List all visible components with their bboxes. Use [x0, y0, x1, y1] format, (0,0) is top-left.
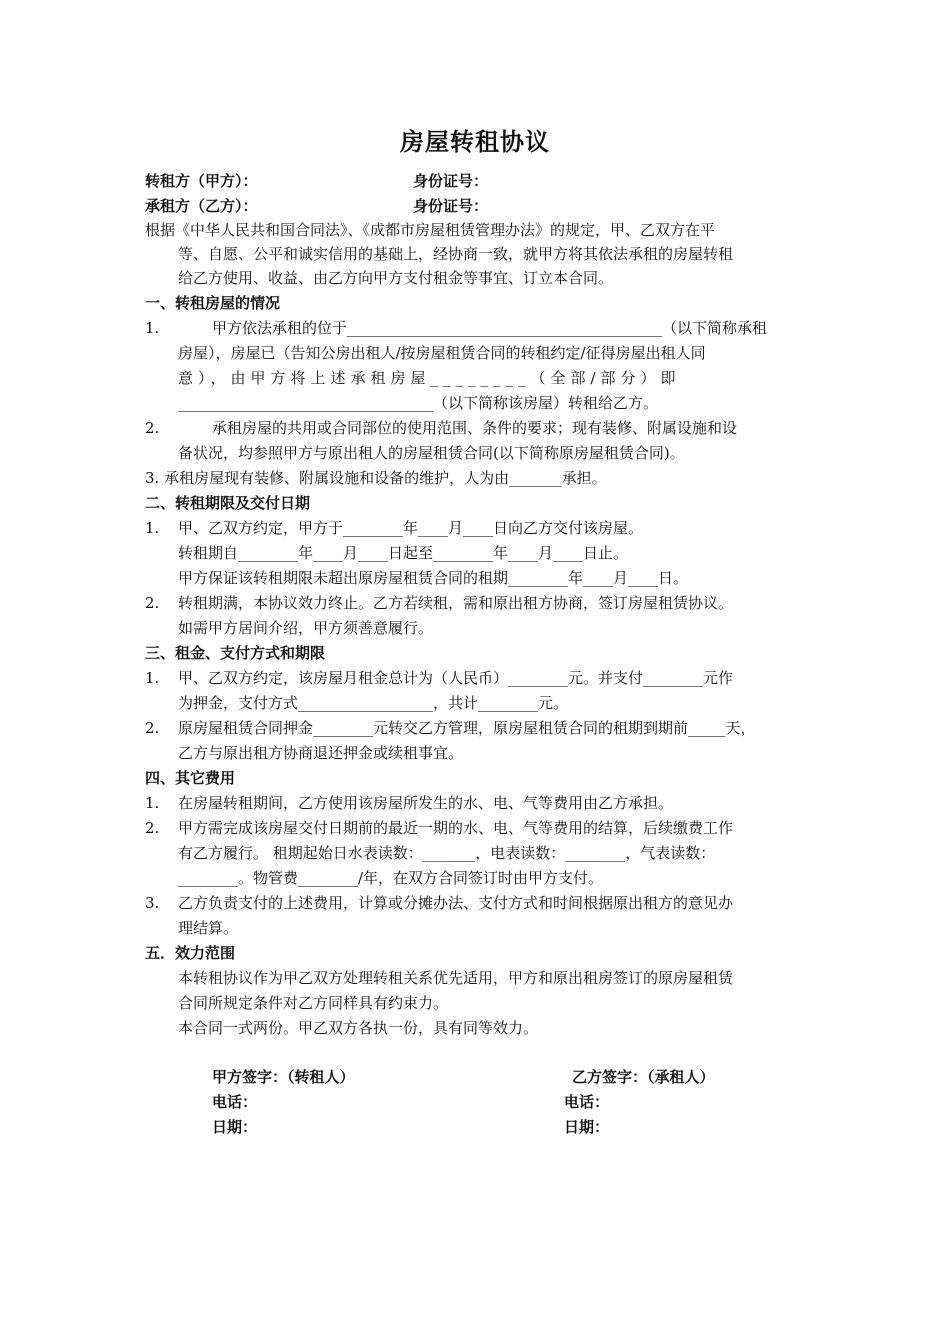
- sublessee-id-label: 身份证号：: [413, 197, 489, 215]
- section-5-line-2: 合同所规定条件对乙方同样具有约束力。: [178, 994, 449, 1012]
- section-5-line-1: 本转租协议作为甲乙双方处理转租关系优先适用，甲方和原出租房签订的原房屋租赁: [178, 969, 734, 987]
- section-4-heading: 四、其它费用: [145, 769, 236, 787]
- party-a-signature-label: 甲方签字：（转租人）: [212, 1068, 355, 1086]
- section-3-heading: 三、租金、支付方式和期限: [145, 644, 326, 662]
- section-3-item-2-number: 2.: [145, 719, 160, 737]
- section-4-item-2-line-3: ________。物管费________/年，在双方合同签订时由甲方支付。: [178, 869, 604, 887]
- section-1-item-2-line-1: 承租房屋的共用或合同部位的使用范围、条件的要求；现有装修、附属设施和设: [212, 419, 738, 437]
- section-2-heading: 二、转租期限及交付日期: [145, 494, 311, 512]
- section-4-item-2-number: 2.: [145, 819, 160, 837]
- section-3-item-2-line-1: 原房屋租赁合同押金________元转交乙方管理，原房屋租赁合同的租期到期前_____天，: [178, 719, 756, 737]
- sublessor-label: 转租方（甲方）：: [145, 172, 258, 190]
- section-4-item-3-line-1: 乙方负责支付的上述费用，计算或分摊办法、支付方式和时间根据原出租方的意见办: [178, 894, 734, 912]
- party-a-date-label: 日期：: [212, 1118, 258, 1136]
- section-1-item-2-number: 2.: [145, 419, 160, 437]
- section-1-item-1-line-2: 房屋），房屋已（告知公房出租人/按房屋租赁合同的转租约定/征得房屋出租人同: [178, 344, 706, 362]
- section-2-item-1-line-3: 甲方保证该转租期限未超出原房屋租赁合同的租期________年____月____日。: [178, 569, 689, 587]
- section-1-item-3: 3. 承租房屋现有装修、附属设施和设备的维护，人为由_______承担。: [145, 469, 607, 487]
- preamble-line-1: 根据《中华人民共和国合同法》、《成都市房屋租赁管理办法》的规定，甲、乙双方在平: [145, 221, 716, 239]
- section-1-heading: 一、转租房屋的情况: [145, 294, 281, 312]
- section-2-item-1-line-2: 转租期自________年____月____日起至________年____月____日止。: [178, 544, 629, 562]
- sublessor-id-label: 身份证号：: [413, 172, 489, 190]
- party-a-phone-label: 电话：: [212, 1093, 258, 1111]
- section-2-item-2-line-2: 如需甲方居间介绍，甲方须善意履行。: [178, 619, 434, 637]
- preamble-line-2: 等、自愿、公平和诚实信用的基础上，经协商一致，就甲方将其依法承租的房屋转租: [178, 245, 734, 263]
- section-4-item-2-line-2: 有乙方履行。 租期起始日水表读数：_______，电表读数：________，气表读数：: [178, 844, 716, 862]
- section-2-item-1-number: 1.: [145, 519, 160, 537]
- section-3-item-1-number: 1.: [145, 669, 160, 687]
- section-4-item-2-line-1: 甲方需完成该房屋交付日期前的最近一期的水、电、气等费用的结算，后续缴费工作: [178, 819, 734, 837]
- section-3-item-2-line-2: 乙方与原出租方协商退还押金或续租事宜。: [178, 744, 464, 762]
- section-1-item-1-line-3: 意），由甲方将上述承租房屋________（全部/部分）即: [178, 369, 681, 387]
- section-4-item-3-number: 3.: [145, 894, 160, 912]
- section-1-item-1-line-4: __________________________________（以下简称该房屋）转租给乙方。: [178, 394, 659, 412]
- section-3-item-1-line-1: 甲、乙双方约定，该房屋月租金总计为（人民币）________元。并支付________元作: [178, 669, 734, 687]
- preamble-line-3: 给乙方使用、收益、由乙方向甲方支付租金等事宜、订立本合同。: [178, 269, 614, 287]
- party-b-phone-label: 电话：: [564, 1093, 610, 1111]
- section-2-item-2-number: 2.: [145, 594, 160, 612]
- section-2-item-1-line-1: 甲、乙双方约定，甲方于________年____月____日向乙方交付该房屋。: [178, 519, 644, 537]
- section-5-line-3: 本合同一式两份。甲乙双方各执一份，具有同等效力。: [178, 1019, 539, 1037]
- section-5-heading: 五．效力范围: [145, 944, 236, 962]
- section-3-item-1-line-2: 为押金，支付方式__________________，共计________元。: [178, 694, 569, 712]
- section-4-item-1-number: 1.: [145, 794, 160, 812]
- section-1-item-2-line-2: 备状况，均参照甲方与原出租人的房屋租赁合同(以下简称原房屋租赁合同)。: [178, 444, 685, 462]
- section-4-item-3-line-2: 理结算。: [178, 919, 239, 937]
- section-1-item-1-line-1: 甲方依法承租的位于__________________________________________（以下简称承租: [212, 319, 768, 337]
- party-b-date-label: 日期：: [564, 1118, 610, 1136]
- sublessee-label: 承租方（乙方）：: [145, 197, 258, 215]
- section-2-item-2-line-1: 转租期满，本协议效力终止。乙方若续租，需和原出租方协商，签订房屋租赁协议。: [178, 594, 734, 612]
- section-4-item-1-line-1: 在房屋转租期间，乙方使用该房屋所发生的水、电、气等费用由乙方承担。: [178, 794, 674, 812]
- party-b-signature-label: 乙方签字：（承租人）: [572, 1068, 715, 1086]
- section-1-item-1-number: 1.: [145, 319, 160, 337]
- document-title: 房屋转租协议: [400, 128, 550, 156]
